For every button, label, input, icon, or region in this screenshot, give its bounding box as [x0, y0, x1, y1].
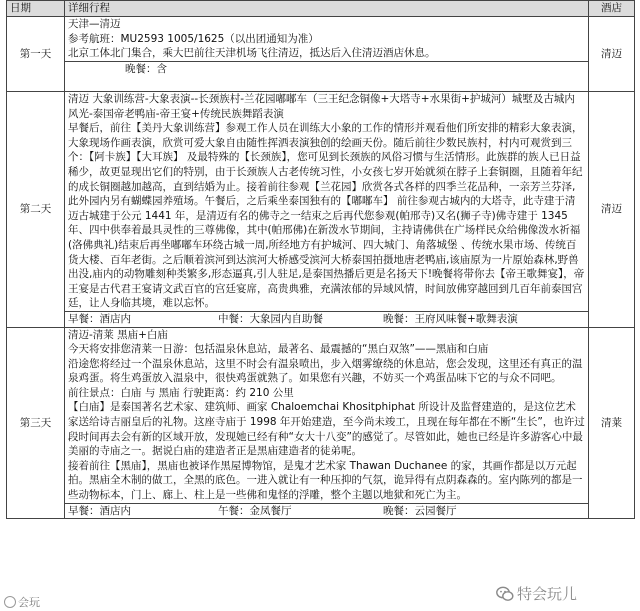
- header-date: 日期: [7, 1, 65, 17]
- watermark-left-icon: [4, 596, 16, 608]
- watermark-text: 特会玩儿: [517, 585, 578, 603]
- wechat-icon: [496, 586, 514, 602]
- day2-meal-breakfast: 早餐：酒店内: [68, 312, 131, 325]
- day3-line-4: 【白庙】是泰国著名艺术家、建筑师、画家 Chaloemchai Khositphiphat 所设计及监督建造的，是这位艺术家送给诗吉丽皇后的礼物。这座寺庙于 1998 年开始建造，至今尚未竣工，且现在每年都在不断“生长”，也许过段时间再去会有新的区域开放，发现她已经有种“女大十八变”的感觉了。尽管如此，她也已经是许多游客心中最美丽的寺庙之一。据说白庙的建造者正是黑庙建造者的徒弟呢。: [68, 401, 585, 458]
- day3-meal-dinner: 晚餐：云园餐厅: [383, 504, 457, 517]
- day2-line-1: 早餐后，前往【美丹大象训练营】参观工作人员在训练大小象的工作的情形并观看他们所安排的精彩大象表演，大象现场作画表演，欣赏可爱大象自由随性挥洒表演独创的绘画天份。随后前往少数民族村，村内可观赏到三个：【阿卡族】【大耳族】 及最特殊的【长颈族】，您可见到长颈族的风俗习惯与生活情形。此族群的族人已日益稀少，故更显现出它们的特别，由于长颈族人古老传统习性，小女孩七岁开始就须在脖子上套铜圈，且随着年纪的成长铜圈越加越高，直到结婚为止。接着前往参观【兰花园】欣赏各式各样的四季兰花品种，一亲芳兰芬泽,此外园内另有蝴蝶园养殖场。午餐后，之后乘坐泰国独有的【嘟嘟车】 前往参观古城内的大塔寺，此寺建于清迈古城建于公元 1441 年，是清迈有名的佛寺之一结束之后再代您参观(帕邢寺)又名(狮子寺)佛寺建于 1345 年、四中供奉着最具灵性的三尊佛像，其中(帕邢佛)在新泼水节期间，主持请佛供在广场样民众给佛像泼水祈福(洛佛典礼)结束后再坐嘟嘟车环绕古城一周,所经地方有护城河、四大城门、角落城堡 、传统水果市场、传统百货大楼、百年老街。之后顺着滨河到达滨河大桥感受滨河大桥泰国拍摄地唐老鸭庙,该庙原为一片原始森林,野兽出没,庙内的动物雕刻种类繁多,形态逼真,引人驻足,是泰国热播后更是名扬天下!晚餐将带你去【帝王歌舞宴】，帝王宴是古代君王宴请文武百官的宫廷宴席，高贵典雅，充满浓郁的异域风情，时间放佛穿越回到几百年前泰国宫廷，让人身临其境，难以忘怀。: [68, 122, 585, 310]
- day3-meal-lunch: 午餐：金凤餐厅: [218, 504, 292, 517]
- day2-meals: [65, 311, 588, 327]
- day-detail-1: [65, 17, 589, 92]
- day-detail-3: [65, 327, 589, 519]
- day3-line-2: 沿途您将经过一个温泉休息站，这里不时会有温泉喷出，步入烟雾缭绕的休息站，您会发现，这里还有真正的温泉鸡蛋。将生鸡蛋放入温泉中，很快鸡蛋就熟了。如果您有兴趣，不妨买一个鸡蛋品味下它的与众不同吧。: [68, 357, 583, 385]
- watermark-left: [4, 594, 40, 610]
- day1-line-1: 参考航班：MU2593 1005/1625（以出团通知为准）: [68, 32, 319, 45]
- day2-meal-lunch: 中餐：大象园内自助餐: [218, 312, 323, 325]
- day3-meals: [65, 503, 588, 519]
- hotel-1: 清迈: [589, 17, 635, 92]
- table-header-row: [7, 1, 635, 17]
- hotel-2: 清迈: [589, 92, 635, 328]
- day-label-3: 第三天: [7, 327, 65, 519]
- day-label-1: 第一天: [7, 17, 65, 92]
- day-label-2: 第二天: [7, 92, 65, 328]
- day-row-3: [7, 327, 635, 519]
- header-detail: 详细行程: [65, 1, 589, 17]
- day-row-1: [7, 17, 635, 92]
- day2-meal-dinner: 晚餐：王府风味餐+歌舞表演: [383, 312, 518, 325]
- hotel-3: 清莱: [589, 327, 635, 519]
- watermark-left-text: 会玩: [18, 596, 40, 609]
- day-row-2: [7, 92, 635, 328]
- day3-line-0: 清迈-清莱 黑庙+白庙: [68, 328, 168, 341]
- day3-line-3: 前往景点：白庙 与 黑庙 行驶距离：约 210 公里: [68, 386, 294, 399]
- watermark: [496, 583, 577, 604]
- day3-meal-breakfast: 早餐：酒店内: [68, 504, 131, 517]
- day3-line-1: 今天将安排您清莱一日游：包括温泉休息站，最著名、最震撼的“黑白双煞”——黑庙和白庙: [68, 343, 489, 356]
- itinerary-table: [6, 0, 635, 519]
- day1-meal-dinner: 晚餐：含: [65, 61, 588, 77]
- day-detail-2: [65, 92, 589, 328]
- day3-line-5: 接着前往【黑庙】，黑庙也被译作黑屋博物馆，是鬼才艺术家 Thawan Duchanee 的家，其画作都是以万元起拍。黑庙全木制的做工，全黑的底色。一进入就让有一种压抑的气氛，诡异得有点阴森森的。室内陈列的都是一些动物标本，门上、廊上、柱上是一些佛和鬼怪的浮雕，整个主题以地狱和死亡为主。: [68, 459, 583, 502]
- day1-line-2: 北京工体北门集合，乘大巴前往天津机场飞往清迈，抵达后入住清迈酒店休息。: [68, 47, 436, 60]
- day2-line-0: 清迈 大象训练营-大象表演--长颈族村-兰花园嘟嘟车（三王纪念铜像+大塔寺+水果街+护城河）城墅及古城内风光-泰国帝老鸭庙-帝王宴+传统民族舞蹈表演: [68, 93, 575, 120]
- header-hotel: 酒店: [589, 1, 635, 17]
- day1-line-0: 天津—清迈: [68, 18, 121, 30]
